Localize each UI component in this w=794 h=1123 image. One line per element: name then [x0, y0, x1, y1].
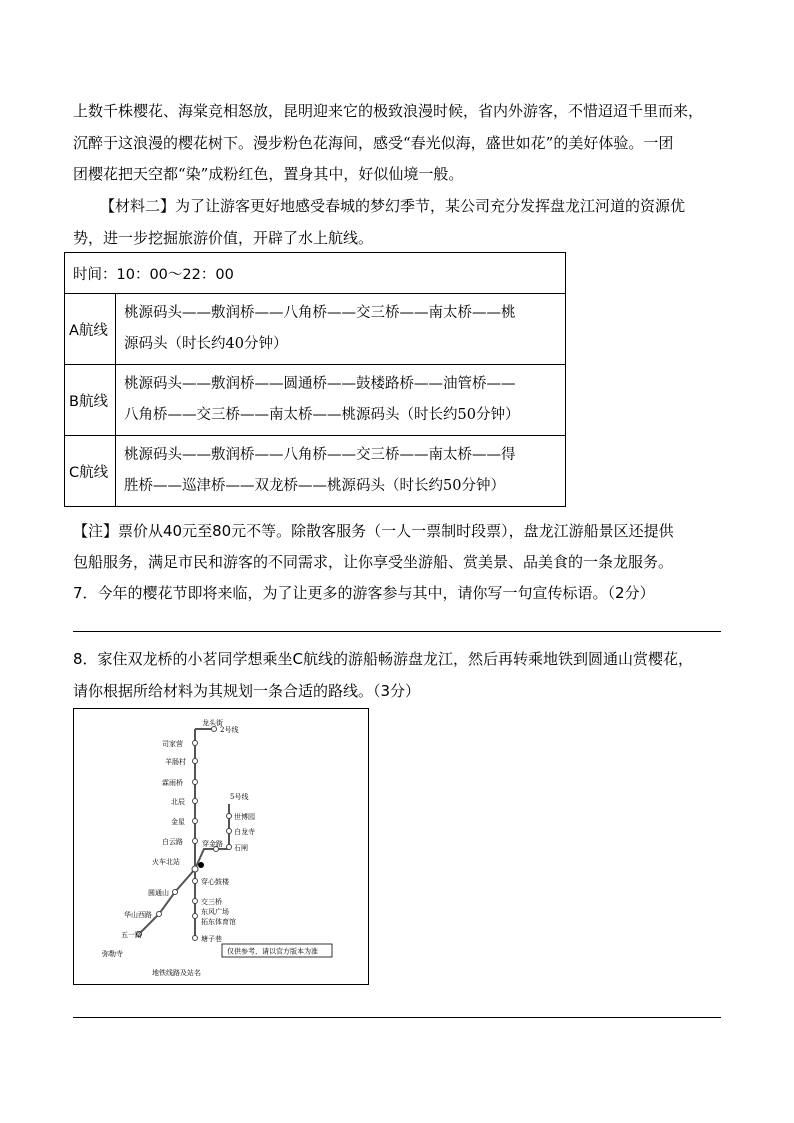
map-caption: 地铁线路及站名	[152, 969, 201, 977]
route-name: B航线	[65, 365, 116, 436]
station-label: 白龙寺	[234, 828, 255, 836]
line-label: 2号线	[220, 726, 239, 734]
material2-line-1: 【材料二】为了让游客更好地感受春城的梦幻季节，某公司充分发挥盘龙江河道的资源优	[100, 197, 686, 215]
route-name: A航线	[65, 294, 116, 365]
table-row-time	[65, 253, 566, 294]
material2-line-2: 势，进一步挖掘旅游价值，开辟了水上航线。	[73, 229, 374, 247]
answer-line-q7	[73, 631, 721, 632]
route-desc-line: 桃源码头——敷润桥——圆通桥——鼓楼路桥——油管桥——	[124, 376, 516, 392]
passage-line-1: 上数千株樱花、海棠竞相怒放，昆明迎来它的极致浪漫时候，省内外游客，不惜迢迢千里而来，	[73, 102, 704, 120]
line-label: 5号线	[230, 793, 249, 801]
station-label: 华山西路	[124, 911, 152, 919]
station-label: 司家营	[162, 740, 183, 748]
question-8-line-1: 8．家住双龙桥的小茗同学想乘坐C航线的游船畅游盘龙江，然后再转乘地铁到圆通山赏樱花，	[73, 650, 694, 668]
station-label: 穿金路	[202, 840, 223, 848]
station-label: 北辰	[171, 798, 185, 806]
station-label: 火车北站	[152, 858, 180, 866]
station-label: 东风广场	[201, 908, 229, 916]
passage-line-3: 团樱花把天空都“染”成粉红色，置身其中，好似仙境一般。	[73, 165, 464, 183]
note-line-2: 包船服务，满足市民和游客的不同需求，让你享受坐游船、赏美景、品美食的一条龙服务。	[73, 553, 674, 571]
location-marker-icon	[198, 862, 204, 868]
answer-line-q8	[73, 1017, 721, 1018]
map-note: 仅供参考，请以官方版本为准	[227, 947, 318, 956]
station-label: 穿心鼓楼	[201, 878, 229, 886]
metro-line-2-south	[139, 869, 195, 934]
station-label: 金星	[171, 818, 185, 826]
metro-line-5	[195, 804, 229, 869]
table-row	[65, 365, 566, 436]
table-row	[65, 294, 566, 365]
time-cell: 时间：10：00～22：00	[65, 253, 566, 294]
station-label: 交三桥	[201, 898, 222, 906]
route-desc-line: 桃源码头——敷润桥——八角桥——交三桥——南太桥——得	[124, 447, 516, 463]
table-row	[65, 436, 566, 507]
route-name: C航线	[65, 436, 116, 507]
route-desc	[116, 294, 566, 365]
station-label: 五一路	[121, 931, 142, 939]
station-label: 塘子巷	[201, 935, 222, 943]
station-label: 羊肠村	[165, 758, 186, 766]
question-7: 7．今年的樱花节即将来临，为了让更多的游客参与其中，请你写一句宣传标语。（2分）	[73, 584, 655, 602]
question-8-line-2: 请你根据所给材料为其规划一条合适的路线。（3分）	[73, 682, 421, 700]
station-label: 白云路	[162, 838, 183, 846]
station-label: 世博园	[234, 813, 255, 821]
station-label: 圆通山	[148, 889, 169, 897]
route-desc-line: 桃源码头——敷润桥——八角桥——交三桥——南太桥——桃	[124, 305, 516, 321]
station-label: 拓东体育馆	[201, 918, 236, 926]
route-desc-line: 八角桥——交三桥——南太桥——桃源码头（时长约50分钟）	[124, 407, 520, 423]
passage-line-2: 沉醉于这浪漫的樱花树下。漫步粉色花海间，感受“春光似海，盛世如花”的美好体验。一团	[73, 134, 674, 152]
route-desc-line: 胜桥——巡津桥——双龙桥——桃源码头（时长约50分钟）	[124, 478, 505, 494]
station-label: 龙头街	[202, 719, 223, 727]
note-line-1: 【注】票价从40元至80元不等。除散客服务（一人一票制时段票），盘龙江游船景区还提供	[73, 522, 674, 540]
route-desc	[116, 436, 566, 507]
route-desc	[116, 365, 566, 436]
route-desc-line: 源码头（时长约40分钟）	[124, 336, 288, 352]
station-label: 石闸	[234, 844, 248, 852]
station-label: 弥勒寺	[102, 950, 123, 958]
metro-map	[73, 708, 369, 985]
station-label: 霖雨桥	[162, 779, 183, 787]
route-table	[64, 252, 566, 507]
